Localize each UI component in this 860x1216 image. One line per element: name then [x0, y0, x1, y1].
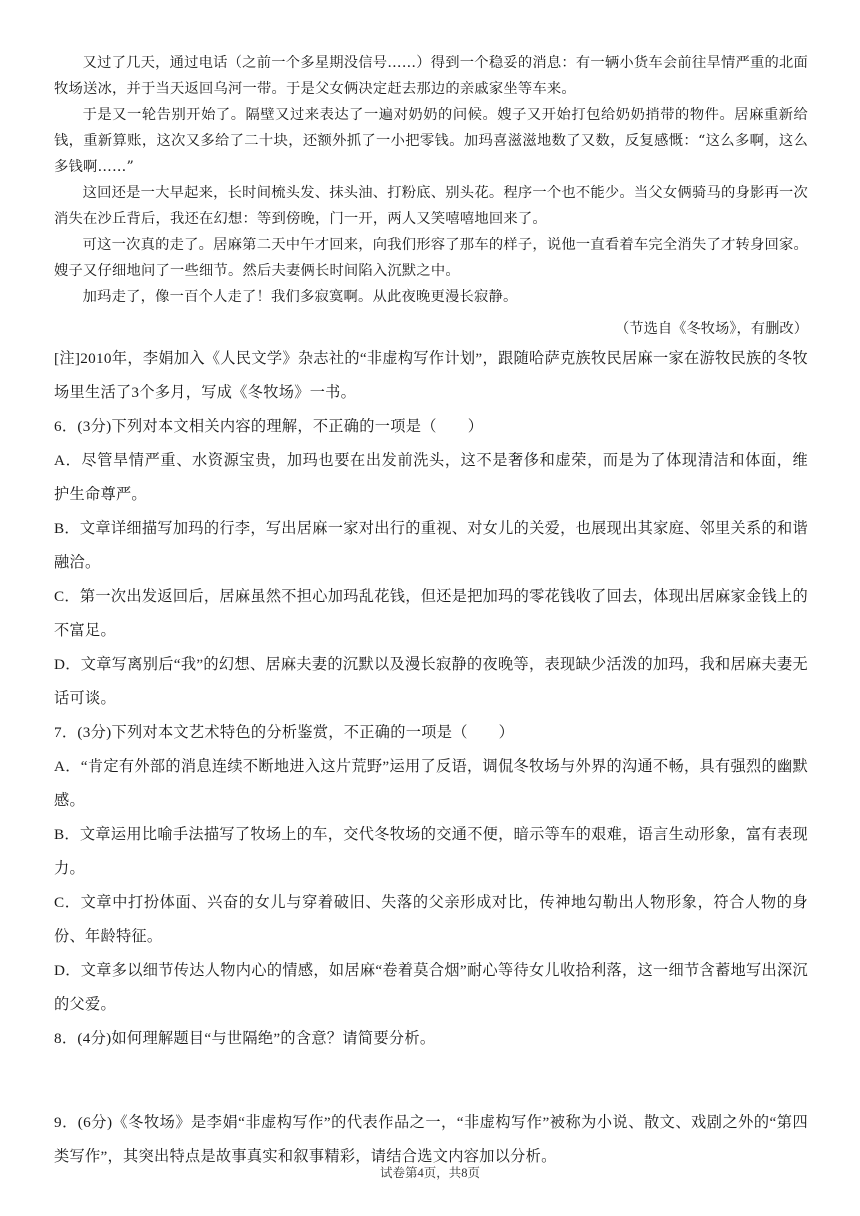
- passage-paragraph: 于是又一轮告别开始了。隔壁又过来表达了一遍对奶奶的问候。嫂子又开始打包给奶奶捎带的物件。居麻重新给钱，重新算账，这次又多给了二十块，还额外抓了一小把零钱。加玛喜滋滋地数了又数，反复感慨：“这么多啊，这么多钱啊……”: [54, 107, 808, 175]
- passage-paragraph: 加玛走了，像一百个人走了！我们多寂寞啊。从此夜晚更漫长寂静。: [82, 289, 518, 305]
- option-a: A．“肯定有外部的消息连续不断地进入这片荒野”运用了反语，调侃冬牧场与外界的沟通不畅，具有强烈的幽默感。: [54, 758, 808, 809]
- reading-passage: [54, 50, 808, 310]
- option-b: B．文章详细描写加玛的行李，写出居麻一家对出行的重视、对女儿的关爱，也展现出其家庭、邻里关系的和谐融洽。: [54, 520, 808, 571]
- option-a: A．尽管旱情严重、水资源宝贵，加玛也要在出发前洗头，这不是奢侈和虚荣，而是为了体现清洁和体面，维护生命尊严。: [54, 452, 808, 503]
- passage-source: （节选自《冬牧场》，有删改）: [614, 321, 808, 337]
- passage-paragraph: 又过了几天，通过电话（之前一个多星期没信号……）得到一个稳妥的消息：有一辆小货车会前往旱情严重的北面牧场送冰，并于当天返回乌河一带。于是父女俩决定赶去那边的亲戚家坐等车来。: [54, 55, 808, 97]
- author-note: [注]2010年，李娟加入《人民文学》杂志社的“非虚构写作计划”，跟随哈萨克族牧民居麻一家在游牧民族的冬牧场里生活了3个多月，写成《冬牧场》一书。: [54, 350, 808, 401]
- page-footer: 试卷第4页，共8页: [379, 1166, 480, 1180]
- question-6: [54, 410, 808, 716]
- question-stem: 7．(3分)下列对本文艺术特色的分析鉴赏，不正确的一项是（ ）: [54, 724, 515, 741]
- option-d: D．文章写离别后“我”的幻想、居麻夫妻的沉默以及漫长寂静的夜晚等，表现缺少活泼的加玛，我和居麻夫妻无话可谈。: [54, 656, 808, 707]
- exam-page: [54, 50, 808, 1174]
- option-d: D．文章多以细节传达人物内心的情感，如居麻“卷着莫合烟”耐心等待女儿收拾利落，这一细节含蓄地写出深沉的父爱。: [54, 962, 808, 1013]
- question-7: [54, 716, 808, 1022]
- option-c: C．文章中打扮体面、兴奋的女儿与穿着破旧、失落的父亲形成对比，传神地勾勒出人物形象，符合人物的身份、年龄特征。: [54, 894, 808, 945]
- answer-space: [54, 1056, 808, 1106]
- option-b: B．文章运用比喻手法描写了牧场上的车，交代冬牧场的交通不便，暗示等车的艰难，语言生动形象，富有表现力。: [54, 826, 808, 877]
- question-8: [54, 1022, 808, 1106]
- question-stem: 6．(3分)下列对本文相关内容的理解，不正确的一项是（ ）: [54, 418, 484, 435]
- passage-paragraph: 这回还是一大早起来，长时间梳头发、抹头油、打粉底、别头花。程序一个也不能少。当父女俩骑马的身影再一次消失在沙丘背后，我还在幻想：等到傍晚，门一开，两人又笑嘻嘻地回来了。: [54, 185, 808, 227]
- passage-paragraph: 可这一次真的走了。居麻第二天中午才回来，向我们形容了那车的样子，说他一直看着车完全消失了才转身回家。嫂子又仔细地问了一些细节。然后夫妻俩长时间陷入沉默之中。: [54, 237, 808, 279]
- question-stem: 9．(6分)《冬牧场》是李娟“非虚构写作”的代表作品之一，“非虚构写作”被称为小说、散文、戏剧之外的“第四类写作”，其突出特点是故事真实和叙事精彩，请结合选文内容加以分析。: [54, 1114, 808, 1165]
- option-c: C．第一次出发返回后，居麻虽然不担心加玛乱花钱，但还是把加玛的零花钱收了回去，体现出居麻家金钱上的不富足。: [54, 588, 808, 639]
- question-stem: 8．(4分)如何理解题目“与世隔绝”的含意？请简要分析。: [54, 1030, 436, 1047]
